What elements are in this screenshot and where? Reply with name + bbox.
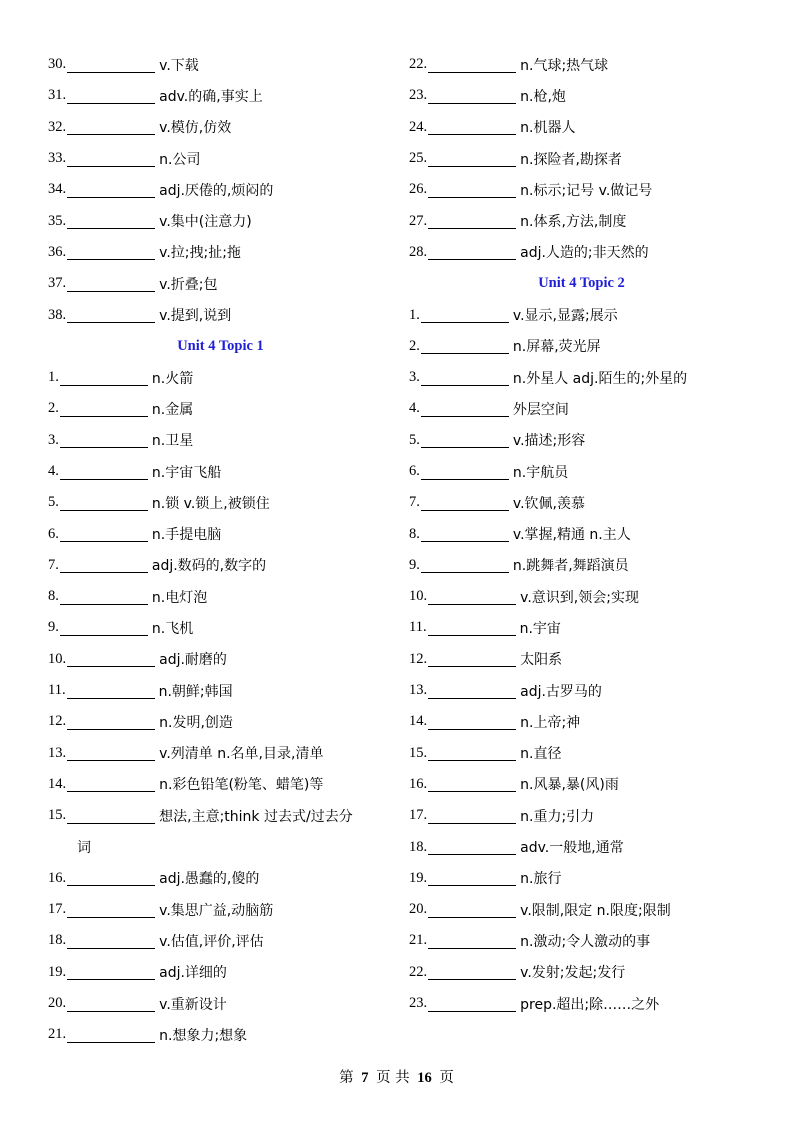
definition-text: v.发射;发起;发行 [520, 965, 626, 982]
item-number: 14. [48, 775, 67, 792]
item-number: 23. [409, 87, 428, 104]
answer-blank[interactable] [421, 338, 509, 354]
vocab-item [409, 894, 754, 925]
answer-blank[interactable] [67, 933, 155, 949]
vocab-item [48, 112, 393, 143]
item-number: 19. [409, 869, 428, 886]
vocab-item [409, 612, 754, 643]
answer-blank[interactable] [60, 589, 148, 605]
answer-blank[interactable] [67, 996, 155, 1012]
answer-blank[interactable] [67, 870, 155, 886]
definition-text: n.朝鲜;韩国 [158, 683, 233, 700]
item-number: 35. [48, 212, 67, 229]
item-number: 9. [48, 619, 59, 636]
item-number: 3. [48, 431, 59, 448]
answer-blank[interactable] [60, 370, 148, 386]
left-column [48, 49, 393, 1051]
page-footer [0, 1066, 793, 1087]
definition-text: adv.的确,事实上 [159, 88, 263, 105]
definition-continuation [48, 831, 393, 862]
item-number: 16. [409, 775, 428, 792]
definition-text: n.机器人 [520, 120, 576, 137]
answer-blank[interactable] [428, 620, 516, 636]
footer-prefix: 第 [339, 1070, 354, 1086]
answer-blank[interactable] [60, 495, 148, 511]
answer-blank[interactable] [67, 307, 155, 323]
answer-blank[interactable] [67, 182, 155, 198]
definition-text: prep.超出;除……之外 [520, 996, 660, 1013]
vocab-item [409, 518, 754, 549]
vocab-item [48, 487, 393, 518]
item-number: 15. [409, 744, 428, 761]
vocab-item [409, 425, 754, 456]
definition-text: 词 [77, 840, 91, 857]
definition-text: adj.耐磨的 [159, 652, 227, 669]
item-number: 25. [409, 150, 428, 167]
definition-text: n.卫星 [151, 433, 194, 450]
item-number: 19. [48, 963, 67, 980]
answer-blank[interactable] [421, 307, 509, 323]
answer-blank[interactable] [67, 776, 155, 792]
definition-text: v.掌握,精通 n.主人 [512, 527, 631, 544]
answer-blank[interactable] [67, 714, 155, 730]
item-number: 32. [48, 118, 67, 135]
item-number: 10. [48, 650, 67, 667]
item-number: 22. [409, 56, 428, 73]
definition-text: adv.一般地,通常 [520, 840, 624, 857]
vocab-item [409, 675, 754, 706]
item-number: 26. [409, 181, 428, 198]
vocab-item [409, 581, 754, 612]
vocab-item [409, 237, 754, 268]
vocab-item [48, 675, 393, 706]
item-number: 6. [48, 525, 59, 542]
definition-text: n.宇航员 [512, 464, 569, 481]
vocab-item [48, 550, 393, 581]
vocab-item [48, 769, 393, 800]
definition-text: n.宇宙 [519, 620, 561, 637]
definition-text: n.手提电脑 [151, 527, 222, 544]
item-number: 8. [409, 525, 420, 542]
item-number: 30. [48, 56, 67, 73]
definition-text: n.跳舞者,舞蹈演员 [512, 558, 629, 575]
item-number: 2. [48, 400, 59, 417]
answer-blank[interactable] [60, 620, 148, 636]
definition-text: n.发明,创造 [159, 714, 233, 731]
item-number: 14. [409, 713, 428, 730]
answer-blank[interactable] [60, 401, 148, 417]
item-number: 8. [48, 588, 59, 605]
vocab-item [48, 800, 393, 831]
answer-blank[interactable] [428, 651, 516, 667]
footer-suffix: 页 [439, 1070, 454, 1086]
definition-text: v.描述;形容 [512, 433, 586, 450]
definition-text: v.集思广益,动脑筋 [159, 902, 274, 919]
item-number: 21. [48, 1026, 67, 1043]
vocab-item [48, 518, 393, 549]
item-number: 24. [409, 118, 428, 135]
vocab-item [409, 988, 754, 1019]
vocab-item [48, 894, 393, 925]
answer-blank[interactable] [428, 964, 516, 980]
vocab-item [409, 456, 754, 487]
vocab-item [409, 331, 754, 362]
definition-text: n.重力;引力 [520, 808, 595, 825]
vocab-item [409, 362, 754, 393]
answer-blank[interactable] [67, 88, 155, 104]
definition-text: n.枪,炮 [520, 88, 566, 105]
answer-blank[interactable] [67, 683, 155, 699]
item-number: 34. [48, 181, 67, 198]
definition-text: v.重新设计 [159, 996, 227, 1013]
item-number: 16. [48, 869, 67, 886]
answer-blank[interactable] [428, 151, 516, 167]
answer-blank[interactable] [428, 902, 516, 918]
definition-text: n.旅行 [520, 871, 562, 888]
vocab-item [409, 393, 754, 424]
item-number: 12. [409, 650, 428, 667]
definition-text: v.估值,评价,评估 [159, 933, 264, 950]
answer-blank[interactable] [67, 964, 155, 980]
vocab-item [409, 863, 754, 894]
answer-blank[interactable] [421, 432, 509, 448]
answer-blank[interactable] [428, 589, 516, 605]
definition-text: 太阳系 [520, 652, 563, 669]
vocab-item [48, 393, 393, 424]
definition-text: v.折叠;包 [159, 276, 218, 293]
answer-blank[interactable] [421, 464, 509, 480]
vocab-item [409, 769, 754, 800]
answer-blank[interactable] [428, 745, 516, 761]
definition-text: v.模仿,仿效 [159, 120, 232, 137]
item-number: 36. [48, 243, 67, 260]
vocab-item [409, 925, 754, 956]
definition-text: n.飞机 [151, 620, 194, 637]
answer-blank[interactable] [428, 933, 516, 949]
vocab-item [409, 957, 754, 988]
definition-text: n.电灯泡 [151, 589, 208, 606]
answer-blank[interactable] [421, 495, 509, 511]
answer-blank[interactable] [428, 213, 516, 229]
answer-blank[interactable] [60, 464, 148, 480]
item-number: 5. [409, 431, 420, 448]
vocab-item [48, 925, 393, 956]
vocab-item [409, 487, 754, 518]
item-number: 21. [409, 932, 428, 949]
vocab-item [48, 268, 393, 299]
footer-middle: 页 共 [376, 1070, 410, 1086]
answer-blank[interactable] [428, 776, 516, 792]
definition-text: 外层空间 [512, 401, 569, 418]
definition-text: adj.古罗马的 [520, 683, 602, 700]
item-number: 22. [409, 963, 428, 980]
vocab-item [48, 581, 393, 612]
answer-blank[interactable] [67, 57, 155, 73]
vocab-item [409, 706, 754, 737]
answer-blank[interactable] [60, 557, 148, 573]
item-number: 27. [409, 212, 428, 229]
answer-blank[interactable] [421, 557, 509, 573]
answer-blank[interactable] [428, 996, 516, 1012]
vocab-item [48, 143, 393, 174]
definition-text: n.体系,方法,制度 [520, 214, 627, 231]
definition-text: v.显示,显露;展示 [512, 308, 618, 325]
answer-blank[interactable] [428, 182, 516, 198]
definition-text: v.限制,限定 n.限度;限制 [520, 902, 671, 919]
vocab-item [48, 863, 393, 894]
definition-text: adj.人造的;非天然的 [520, 245, 649, 262]
vocab-item [48, 957, 393, 988]
item-number: 4. [48, 463, 59, 479]
answer-blank[interactable] [421, 370, 509, 386]
definition-text: n.火箭 [151, 370, 194, 387]
definition-text: n.气球;热气球 [520, 57, 609, 74]
vocab-item [409, 800, 754, 831]
vocab-item [409, 831, 754, 862]
section-heading: Unit 4 Topic 2 [538, 275, 625, 292]
vocab-item [409, 112, 754, 143]
item-number: 37. [48, 275, 67, 292]
answer-blank[interactable] [67, 151, 155, 167]
vocab-item [48, 612, 393, 643]
definition-text: n.激动;令人激动的事 [520, 933, 651, 950]
vocab-item [48, 456, 393, 487]
definition-text: n.探险者,勘探者 [520, 151, 622, 168]
vocab-item [48, 425, 393, 456]
item-number: 11. [409, 619, 427, 636]
definition-text: n.彩色铅笔(粉笔、蜡笔)等 [159, 777, 324, 794]
item-number: 2. [409, 337, 420, 354]
vocab-item [409, 205, 754, 236]
vocab-item [48, 706, 393, 737]
vocab-item [48, 205, 393, 236]
definition-text: n.外星人 adj.陌生的;外星的 [512, 370, 688, 387]
definition-text: n.上帝;神 [520, 714, 581, 731]
answer-blank[interactable] [67, 1027, 155, 1043]
vocab-item [409, 299, 754, 330]
definition-text: v.钦佩,羡慕 [512, 495, 585, 512]
item-number: 38. [48, 306, 67, 323]
definition-text: 想法,主意;think 过去式/过去分 [159, 808, 353, 825]
item-number: 11. [48, 682, 66, 699]
definition-text: n.风暴,暴(风)雨 [520, 777, 619, 794]
vocab-item [409, 143, 754, 174]
definition-text: n.屏幕,荧光屏 [512, 339, 601, 356]
item-number: 7. [48, 556, 59, 573]
item-number: 23. [409, 995, 428, 1012]
item-number: 31. [48, 87, 67, 104]
definition-text: n.锁 v.锁上,被锁住 [151, 495, 270, 512]
definition-text: n.公司 [159, 151, 201, 168]
vocab-item [409, 738, 754, 769]
vocab-item [48, 174, 393, 205]
definition-text: v.集中(注意力) [159, 214, 252, 231]
answer-blank[interactable] [67, 119, 155, 135]
item-number: 9. [409, 556, 420, 573]
item-number: 33. [48, 150, 67, 167]
answer-blank[interactable] [67, 651, 155, 667]
definition-text: v.拉;拽;扯;拖 [159, 245, 241, 262]
definition-text: v.下载 [159, 57, 199, 74]
answer-blank[interactable] [428, 57, 516, 73]
definition-text: n.金属 [151, 401, 194, 418]
item-number: 3. [409, 369, 420, 386]
definition-text: n.直径 [520, 746, 562, 763]
item-number: 4. [409, 400, 420, 417]
item-number: 18. [48, 932, 67, 949]
vocab-item [48, 49, 393, 80]
answer-blank[interactable] [428, 714, 516, 730]
answer-blank[interactable] [421, 401, 509, 417]
item-number: 20. [409, 901, 428, 918]
section-heading: Unit 4 Topic 1 [177, 337, 264, 354]
answer-blank[interactable] [428, 244, 516, 260]
definition-text: n.想象力;想象 [159, 1027, 248, 1044]
definition-text: adj.厌倦的,烦闷的 [159, 182, 274, 199]
vocab-item [409, 49, 754, 80]
item-number: 13. [409, 682, 428, 699]
vocab-item [409, 174, 754, 205]
definition-text: n.标示;记号 v.做记号 [520, 182, 653, 199]
item-number: 7. [409, 494, 420, 511]
answer-blank[interactable] [428, 119, 516, 135]
vocab-item [409, 644, 754, 675]
definition-text: v.意识到,领会;实现 [520, 589, 639, 606]
right-column [409, 49, 754, 1019]
definition-text: adj.愚蠢的,傻的 [159, 871, 260, 888]
item-number: 12. [48, 713, 67, 730]
answer-blank[interactable] [67, 902, 155, 918]
vocab-item [48, 237, 393, 268]
item-number: 13. [48, 744, 67, 761]
answer-blank[interactable] [67, 808, 155, 824]
definition-text: v.列清单 n.名单,目录,清单 [159, 746, 324, 763]
item-number: 28. [409, 243, 428, 260]
answer-blank[interactable] [428, 88, 516, 104]
answer-blank[interactable] [421, 526, 509, 542]
vocab-item [48, 362, 393, 393]
vocab-item [48, 80, 393, 111]
answer-blank[interactable] [60, 526, 148, 542]
answer-blank[interactable] [67, 745, 155, 761]
vocab-item [48, 1019, 393, 1050]
definition-text: v.提到,说到 [159, 308, 232, 325]
answer-blank[interactable] [67, 276, 155, 292]
item-number: 17. [48, 901, 67, 918]
answer-blank[interactable] [67, 244, 155, 260]
item-number: 6. [409, 463, 420, 479]
definition-text: adj.数码的,数字的 [151, 558, 267, 575]
answer-blank[interactable] [428, 870, 516, 886]
answer-blank[interactable] [428, 808, 516, 824]
item-number: 15. [48, 807, 67, 824]
answer-blank[interactable] [60, 432, 148, 448]
vocab-item [409, 550, 754, 581]
answer-blank[interactable] [428, 839, 516, 855]
item-number: 18. [409, 838, 428, 855]
footer-page-number: 7 [361, 1070, 369, 1086]
item-number: 17. [409, 807, 428, 824]
item-number: 1. [48, 369, 59, 386]
vocab-item [48, 988, 393, 1019]
definition-text: n.宇宙飞船 [151, 464, 222, 481]
answer-blank[interactable] [428, 683, 516, 699]
definition-text: adj.详细的 [159, 965, 227, 982]
item-number: 20. [48, 995, 67, 1012]
item-number: 1. [409, 306, 420, 323]
vocab-item [48, 299, 393, 330]
item-number: 5. [48, 494, 59, 511]
footer-total-pages: 16 [417, 1070, 432, 1086]
item-number: 10. [409, 588, 428, 605]
answer-blank[interactable] [67, 213, 155, 229]
vocab-item [409, 80, 754, 111]
vocab-item [48, 644, 393, 675]
vocab-item [48, 738, 393, 769]
